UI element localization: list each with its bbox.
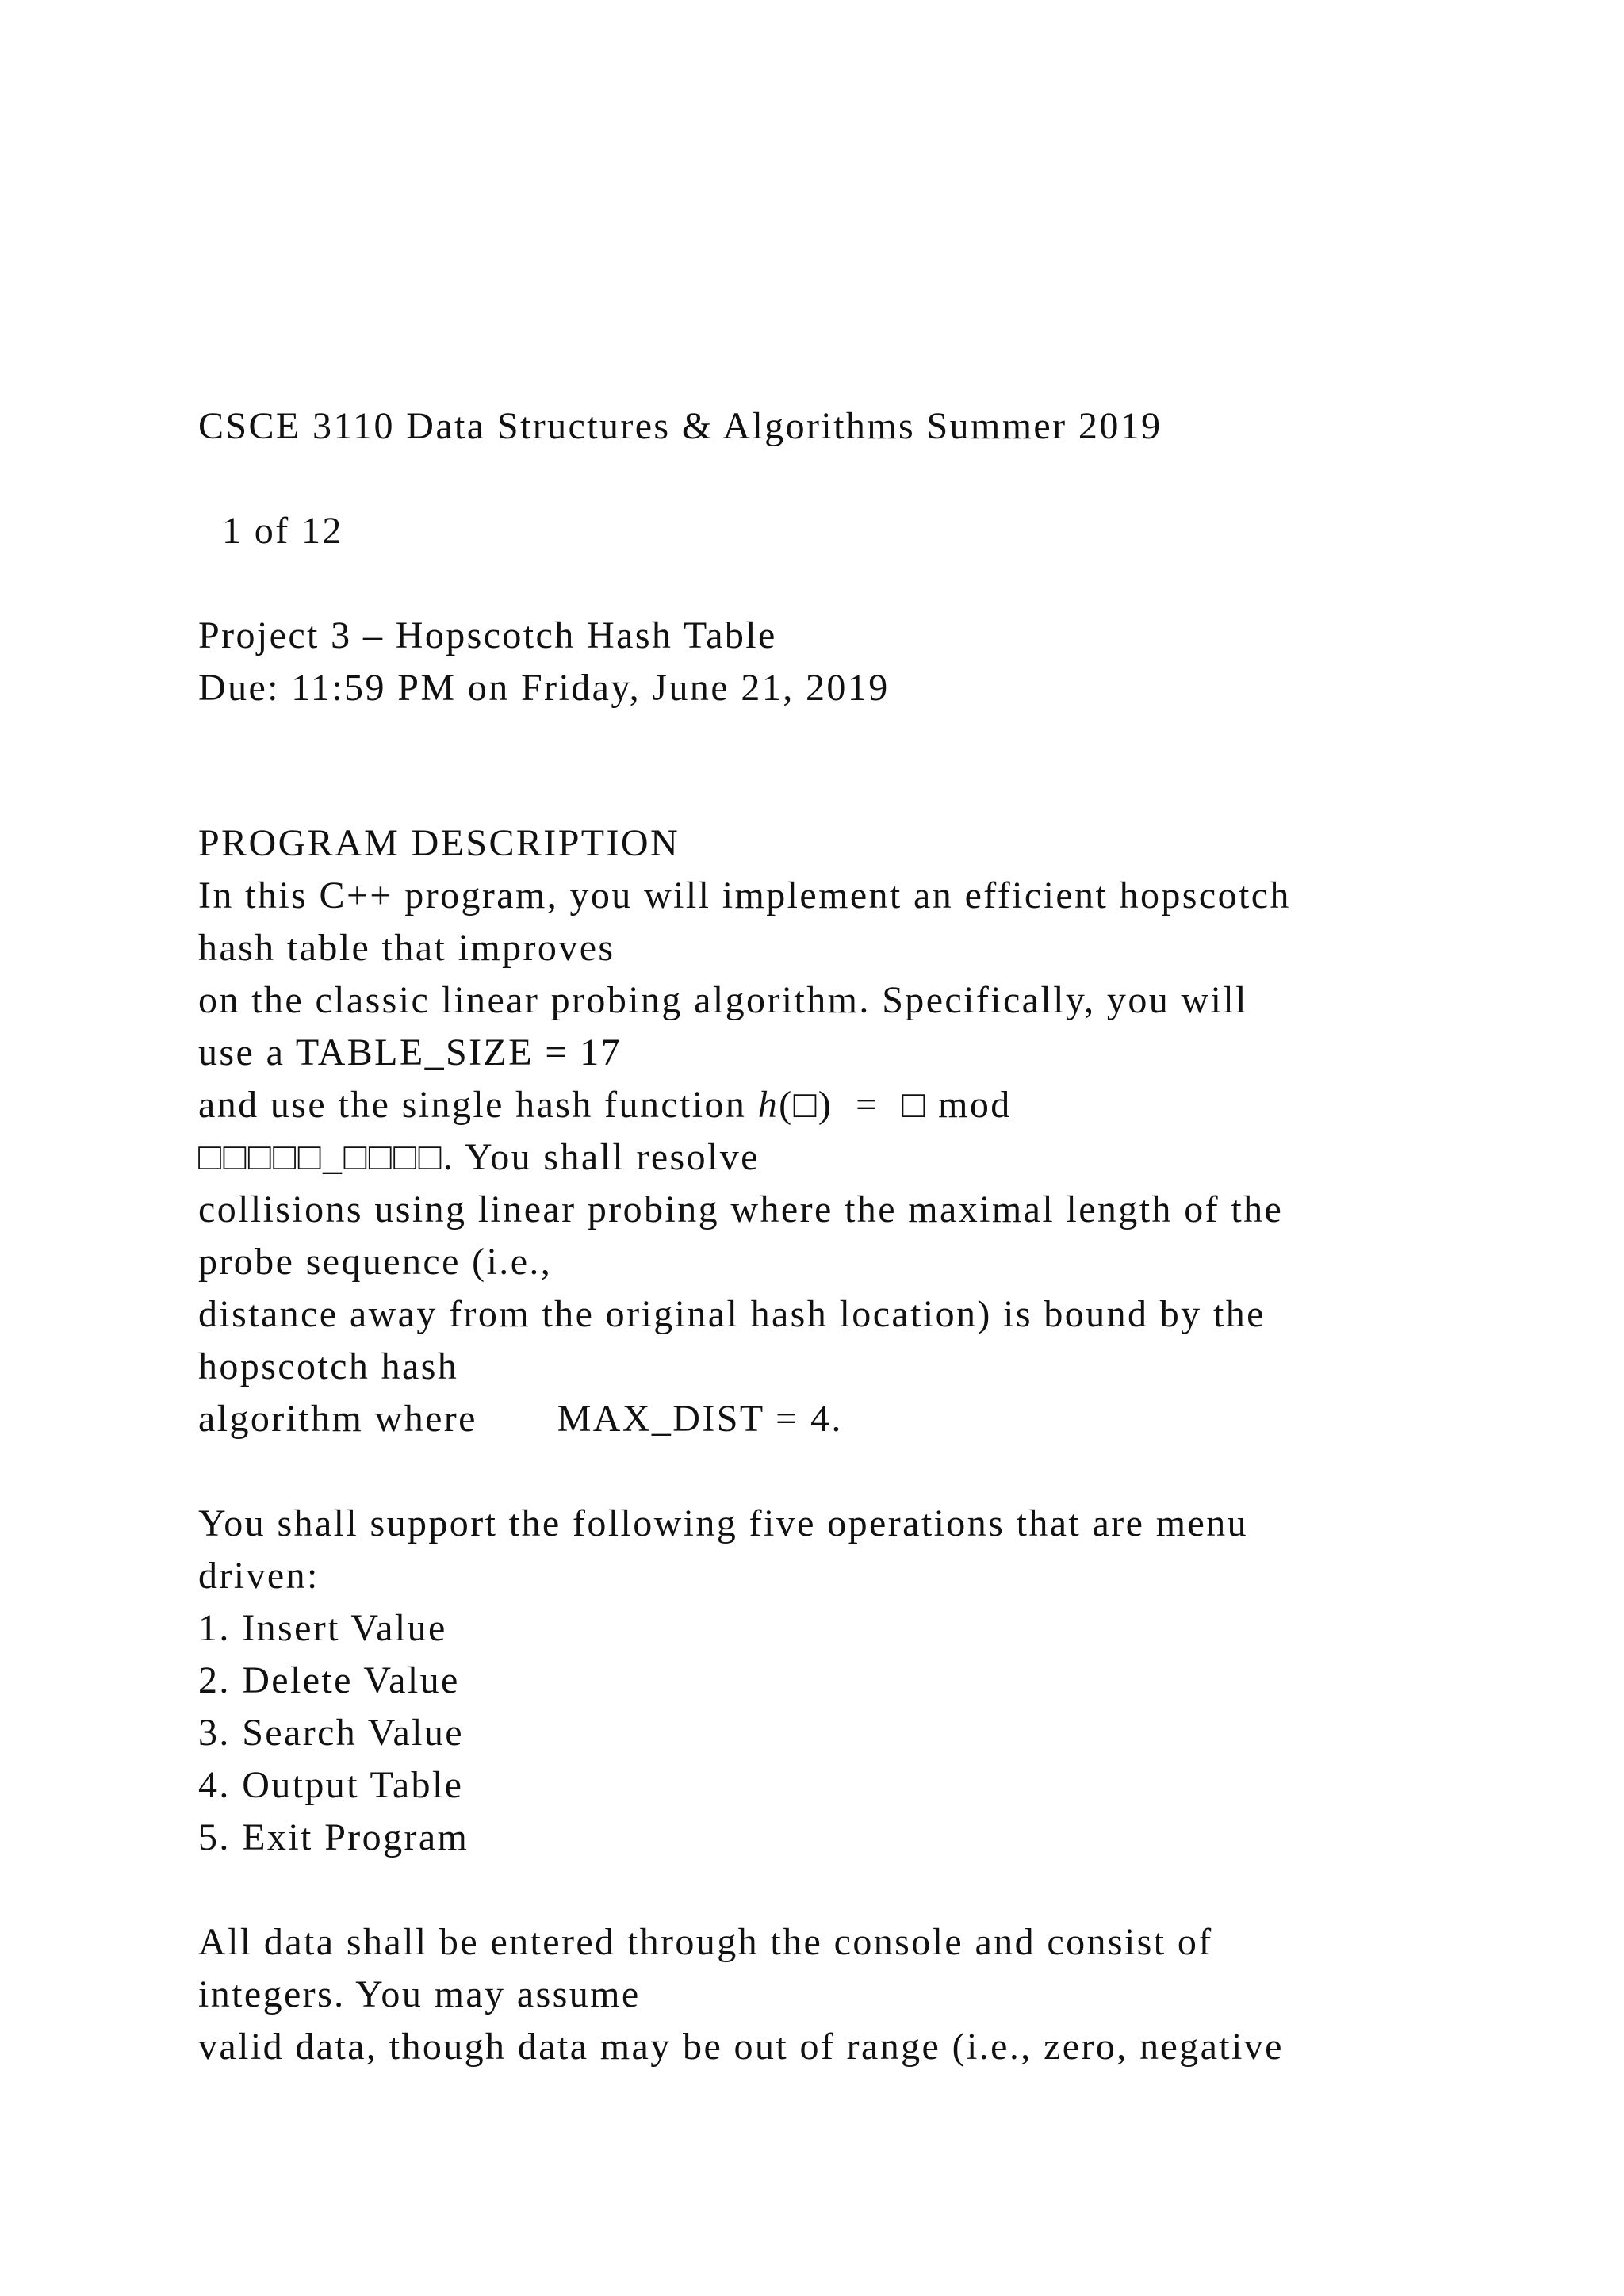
operations-intro: You shall support the following five operations that are menu [198, 1502, 1248, 1544]
operation-item: 2. Delete Value [198, 1659, 460, 1701]
hash-function-line: and use the single hash function h(□) = □ mod [198, 1084, 1012, 1126]
data-line: valid data, though data may be out of range (i.e., zero, negative [198, 2026, 1284, 2068]
hash-function-symbol: h [757, 1084, 779, 1126]
description-line: In this C++ program, you will implement an efficient hopscotch [198, 874, 1291, 916]
operations-intro: driven: [198, 1555, 320, 1597]
operation-item: 3. Search Value [198, 1712, 465, 1754]
description-line: on the classic linear probing algorithm. Specifically, you will [198, 979, 1248, 1021]
description-line: use a TABLE_SIZE = 17 [198, 1031, 622, 1073]
hash-function-line-2: □□□□□_□□□□. You shall resolve [198, 1136, 760, 1178]
course-header: CSCE 3110 Data Structures & Algorithms Summer 2019 [198, 405, 1162, 447]
description-line: collisions using linear probing where the maximal length of the [198, 1188, 1284, 1230]
description-line: hash table that improves [198, 927, 615, 969]
section-heading: PROGRAM DESCRIPTION [198, 822, 680, 864]
data-line: All data shall be entered through the console and consist of [198, 1921, 1213, 1963]
description-line: probe sequence (i.e., [198, 1241, 553, 1283]
document-body [198, 400, 1507, 2073]
operation-item: 1. Insert Value [198, 1607, 447, 1649]
data-line: integers. You may assume [198, 1973, 641, 2015]
project-title: Project 3 – Hopscotch Hash Table [198, 614, 777, 656]
description-line: algorithm where MAX_DIST = 4. [198, 1398, 843, 1440]
operation-item: 4. Output Table [198, 1764, 464, 1806]
due-date: Due: 11:59 PM on Friday, June 21, 2019 [198, 667, 890, 709]
description-line: hopscotch hash [198, 1345, 459, 1387]
operation-item: 5. Exit Program [198, 1816, 469, 1858]
description-line: distance away from the original hash location) is bound by the [198, 1293, 1266, 1335]
page-indicator: 1 of 12 [222, 510, 343, 552]
